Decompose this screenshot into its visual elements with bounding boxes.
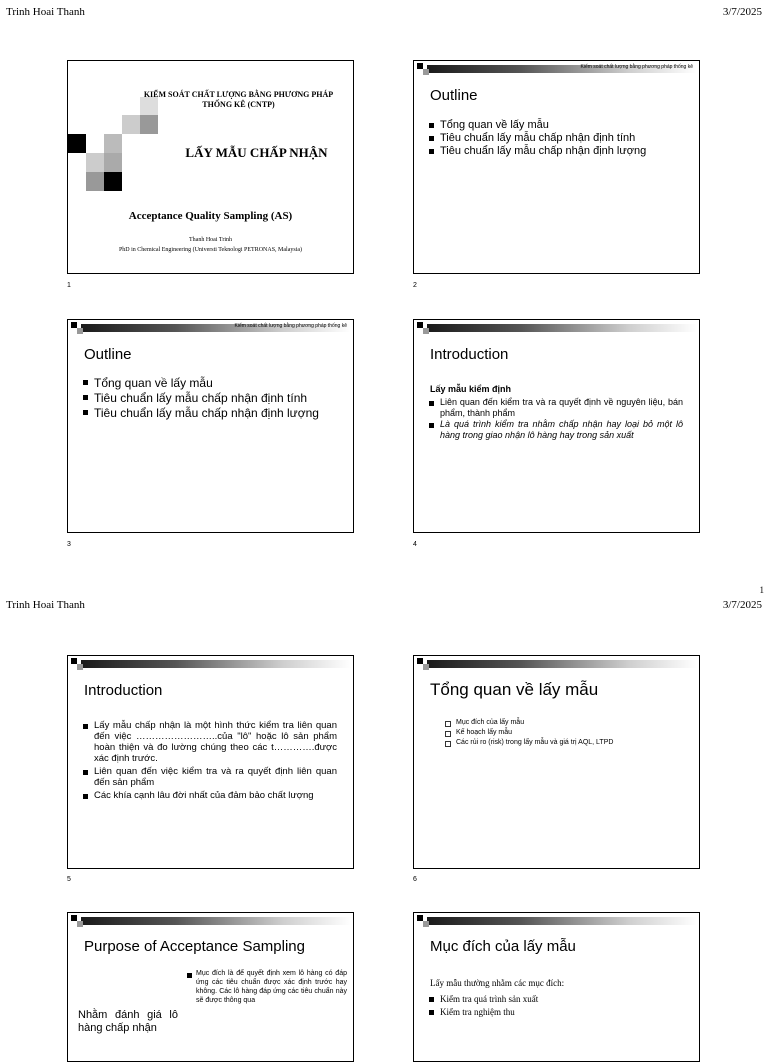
- bar-square: [77, 921, 83, 927]
- deco-square: [104, 153, 122, 172]
- list-item: Liên quan đến việc kiểm tra và ra quyết định liên quan đến sản phẩm: [82, 766, 337, 788]
- slide-top-bar: [427, 324, 697, 332]
- bar-square: [423, 664, 429, 670]
- slide-8: [413, 912, 700, 1062]
- slide-top-bar: [427, 660, 697, 668]
- slide-title: Outline: [430, 87, 478, 104]
- deco-square: [86, 153, 104, 172]
- page-number: 1: [759, 585, 764, 595]
- bar-square: [423, 328, 429, 334]
- author-affiliation: PhD in Chemical Engineering (Universti Teknologi PETRONAS, Malaysia): [118, 247, 303, 253]
- slide-number: 5: [67, 876, 71, 883]
- bullet-list: [82, 376, 339, 421]
- deco-square: [140, 115, 158, 134]
- slide-number: 1: [67, 282, 71, 289]
- deco-square: [122, 115, 140, 134]
- slide-title: Tổng quan về lấy mẫu: [430, 680, 599, 699]
- slide-topbar-text: Kiểm soát chất lượng bằng phương pháp thống kê: [234, 323, 347, 329]
- slide-4: [413, 319, 700, 533]
- slide-6: [413, 655, 700, 869]
- slide-top-bar: [427, 917, 697, 925]
- bar-square: [423, 921, 429, 927]
- slide-2: [413, 60, 700, 274]
- bullet-list: [444, 718, 685, 748]
- bar-square: [423, 69, 429, 75]
- list-item: Kiểm tra nghiệm thu: [428, 1006, 685, 1019]
- list-item: Mục đích của lấy mẫu: [444, 718, 685, 728]
- slide-number: 6: [413, 876, 417, 883]
- list-item: Tiêu chuẩn lấy mẫu chấp nhận định tính: [428, 132, 685, 145]
- list-item: Tiêu chuẩn lấy mẫu chấp nhận định lượng: [82, 406, 339, 421]
- slide-3: [67, 319, 354, 533]
- bullet-list: [428, 397, 683, 441]
- list-item: Là quá trình kiểm tra nhằm chấp nhận hay loại bỏ một lô hàng trong giao nhận lô hàng hay trong sản xuất: [428, 419, 683, 441]
- list-item: Tiêu chuẩn lấy mẫu chấp nhận định lượng: [428, 145, 685, 158]
- bullet-list: [428, 119, 685, 158]
- slide-intro: Lấy mẫu thường nhằm các mục đích:: [430, 978, 565, 988]
- page-author: Trinh Hoai Thanh: [6, 6, 85, 18]
- list-item: Các rủi ro (risk) trong lấy mẫu và giá trị AQL, LTPD: [444, 738, 685, 748]
- list-item: Tiêu chuẩn lấy mẫu chấp nhận định tính: [82, 391, 339, 406]
- slide-number: 2: [413, 282, 417, 289]
- deco-square: [104, 134, 122, 153]
- list-item: Kiểm tra quá trình sản xuất: [428, 993, 685, 1006]
- deco-square: [104, 172, 122, 191]
- main-title: LẤY MẪU CHẤP NHẬN: [185, 145, 328, 160]
- list-item: Lấy mẫu chấp nhận là một hình thức kiểm tra liên quan đến việc ……………………..của "lô" hoặc lô sản phẩm hoàn thiện và đo lường chúng theo các t………….được xác định trước.: [82, 720, 337, 764]
- deco-square: [86, 172, 104, 191]
- slide-topbar-text: Kiểm soát chất lượng bằng phương pháp thống kê: [580, 64, 693, 70]
- slide-title: Purpose of Acceptance Sampling: [84, 938, 305, 955]
- slide-title: Outline: [84, 346, 132, 363]
- bullet-list: [82, 720, 337, 801]
- slide-5: [67, 655, 354, 869]
- page-date: 3/7/2025: [722, 6, 762, 18]
- slide-1: [67, 60, 354, 274]
- slide-number: 4: [413, 541, 417, 548]
- page-author-2: Trinh Hoai Thanh: [6, 599, 85, 611]
- bar-square: [77, 328, 83, 334]
- slide-subheading: Lấy mẫu kiểm định: [430, 384, 512, 394]
- list-item: Liên quan đến kiểm tra và ra quyết định về nguyên liệu, bán phẩm, thành phẩm: [428, 397, 683, 419]
- english-title: Acceptance Quality Sampling (AS): [128, 210, 293, 222]
- bar-square: [77, 664, 83, 670]
- slide-top-bar: [81, 660, 351, 668]
- deco-square: [68, 134, 86, 153]
- page-date-2: 3/7/2025: [722, 599, 762, 611]
- slide-7: [67, 912, 354, 1062]
- list-item: Kế hoạch lấy mẫu: [444, 728, 685, 738]
- list-item: Các khía cạnh lâu đời nhất của đảm bảo chất lượng: [82, 790, 337, 801]
- slide-top-bar: [81, 917, 351, 925]
- course-title: KIỂM SOÁT CHẤT LƯỢNG BẰNG PHƯƠNG PHÁP THỐNG KÊ (CNTP): [143, 90, 334, 109]
- slide-title: Introduction: [84, 682, 163, 699]
- slide-title: Introduction: [430, 346, 509, 363]
- bullet-list: [428, 993, 685, 1019]
- slide-number: 3: [67, 541, 71, 548]
- list-item: Mục đích là để quyết định xem lô hàng có đáp ứng các tiêu chuẩn được xác định trước hay không. Các lô hàng đáp ứng các tiêu chuẩn này sẽ được thông qua: [186, 969, 347, 1005]
- left-text: Nhằm đánh giá lô hàng chấp nhận: [78, 1009, 178, 1034]
- bullet-list: [186, 969, 347, 1005]
- list-item: Tổng quan về lấy mẫu: [82, 376, 339, 391]
- author-name: Thanh Hoai Trinh: [188, 237, 232, 243]
- list-item: Tổng quan về lấy mẫu: [428, 119, 685, 132]
- slide-title: Mục đích của lấy mẫu: [430, 938, 576, 955]
